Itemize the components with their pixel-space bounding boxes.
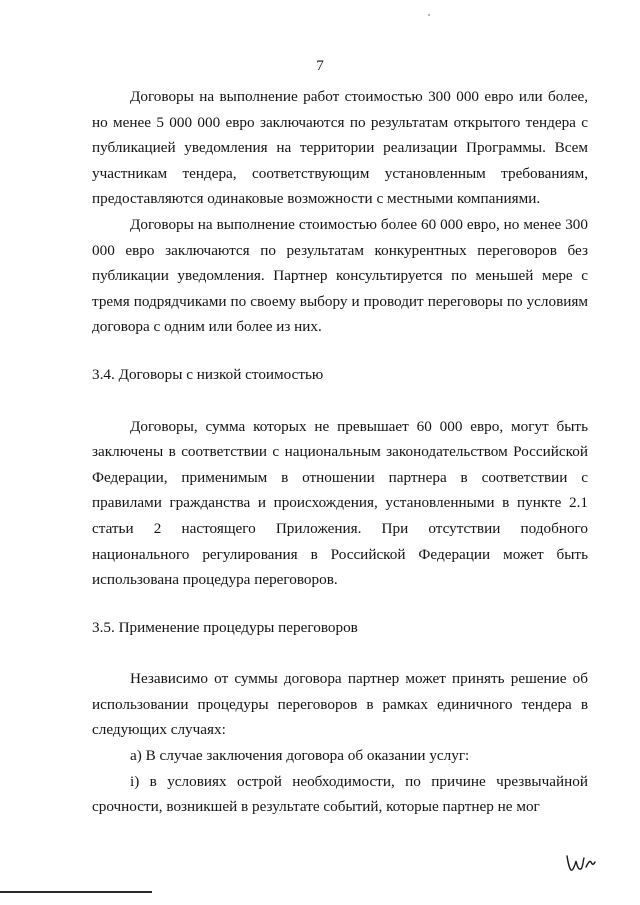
paragraph-competitive-negotiations: Договоры на выполнение стоимостью более 60 000 евро, но менее 300 000 евро заключаются по результатам конкурентных переговоров без публикации уведомления. Партнер консультируется по меньшей мере с тремя подрядчиками по своему выбору и проводит переговоры по условиям договора с одним или более из них.: [92, 215, 588, 336]
page-number: 7: [316, 58, 324, 74]
spacer: [92, 340, 588, 362]
footer-rule: [0, 891, 152, 893]
section-heading-3-5: 3.5. Применение процедуры переговоров: [92, 618, 358, 636]
section-heading-3-4: 3.4. Договоры с низкой стоимостью: [92, 365, 324, 383]
paragraph-negotiation-procedure: Независимо от суммы договора партнер может принять решение об использовании процедуры переговоров в рамках единичного тендера в следующих случаях:: [92, 670, 588, 739]
list-item-i: i) в условиях острой необходимости, по причине чрезвычайной срочности, возникшей в результате событий, которые партнер не мог: [92, 772, 588, 816]
scan-speck: [428, 14, 430, 16]
spacer: [92, 640, 588, 666]
paragraph-works-contracts: Договоры на выполнение работ стоимостью 300 000 евро или более, но менее 5 000 000 евро заключаются по результатам открытого тендера с публикацией уведомления на территории реализации Программы. Всем участникам тендера, соответствующим установленным требованиям, предоставляются одинаковые возможности с местными компаниями.: [92, 88, 588, 208]
list-item-a: а) В случае заключения договора об оказании услуг:: [130, 747, 470, 765]
spacer: [92, 388, 588, 414]
paragraph-low-value-contracts: Договоры, сумма которых не превышает 60 000 евро, могут быть заключены в соответствии с национальным законодательством Российской Федерации, применимым в отношении партнера в соответствии с правилами гражданства и происхождения, установленными в пункте 2.1 статьи 2 настоящего Приложения. При отсутствии подобного национального регулирования в Российской Федерации может быть использована процедура переговоров.: [92, 417, 588, 589]
spacer: [92, 593, 588, 615]
handwritten-initials: [564, 852, 598, 874]
document-body: [92, 84, 588, 820]
